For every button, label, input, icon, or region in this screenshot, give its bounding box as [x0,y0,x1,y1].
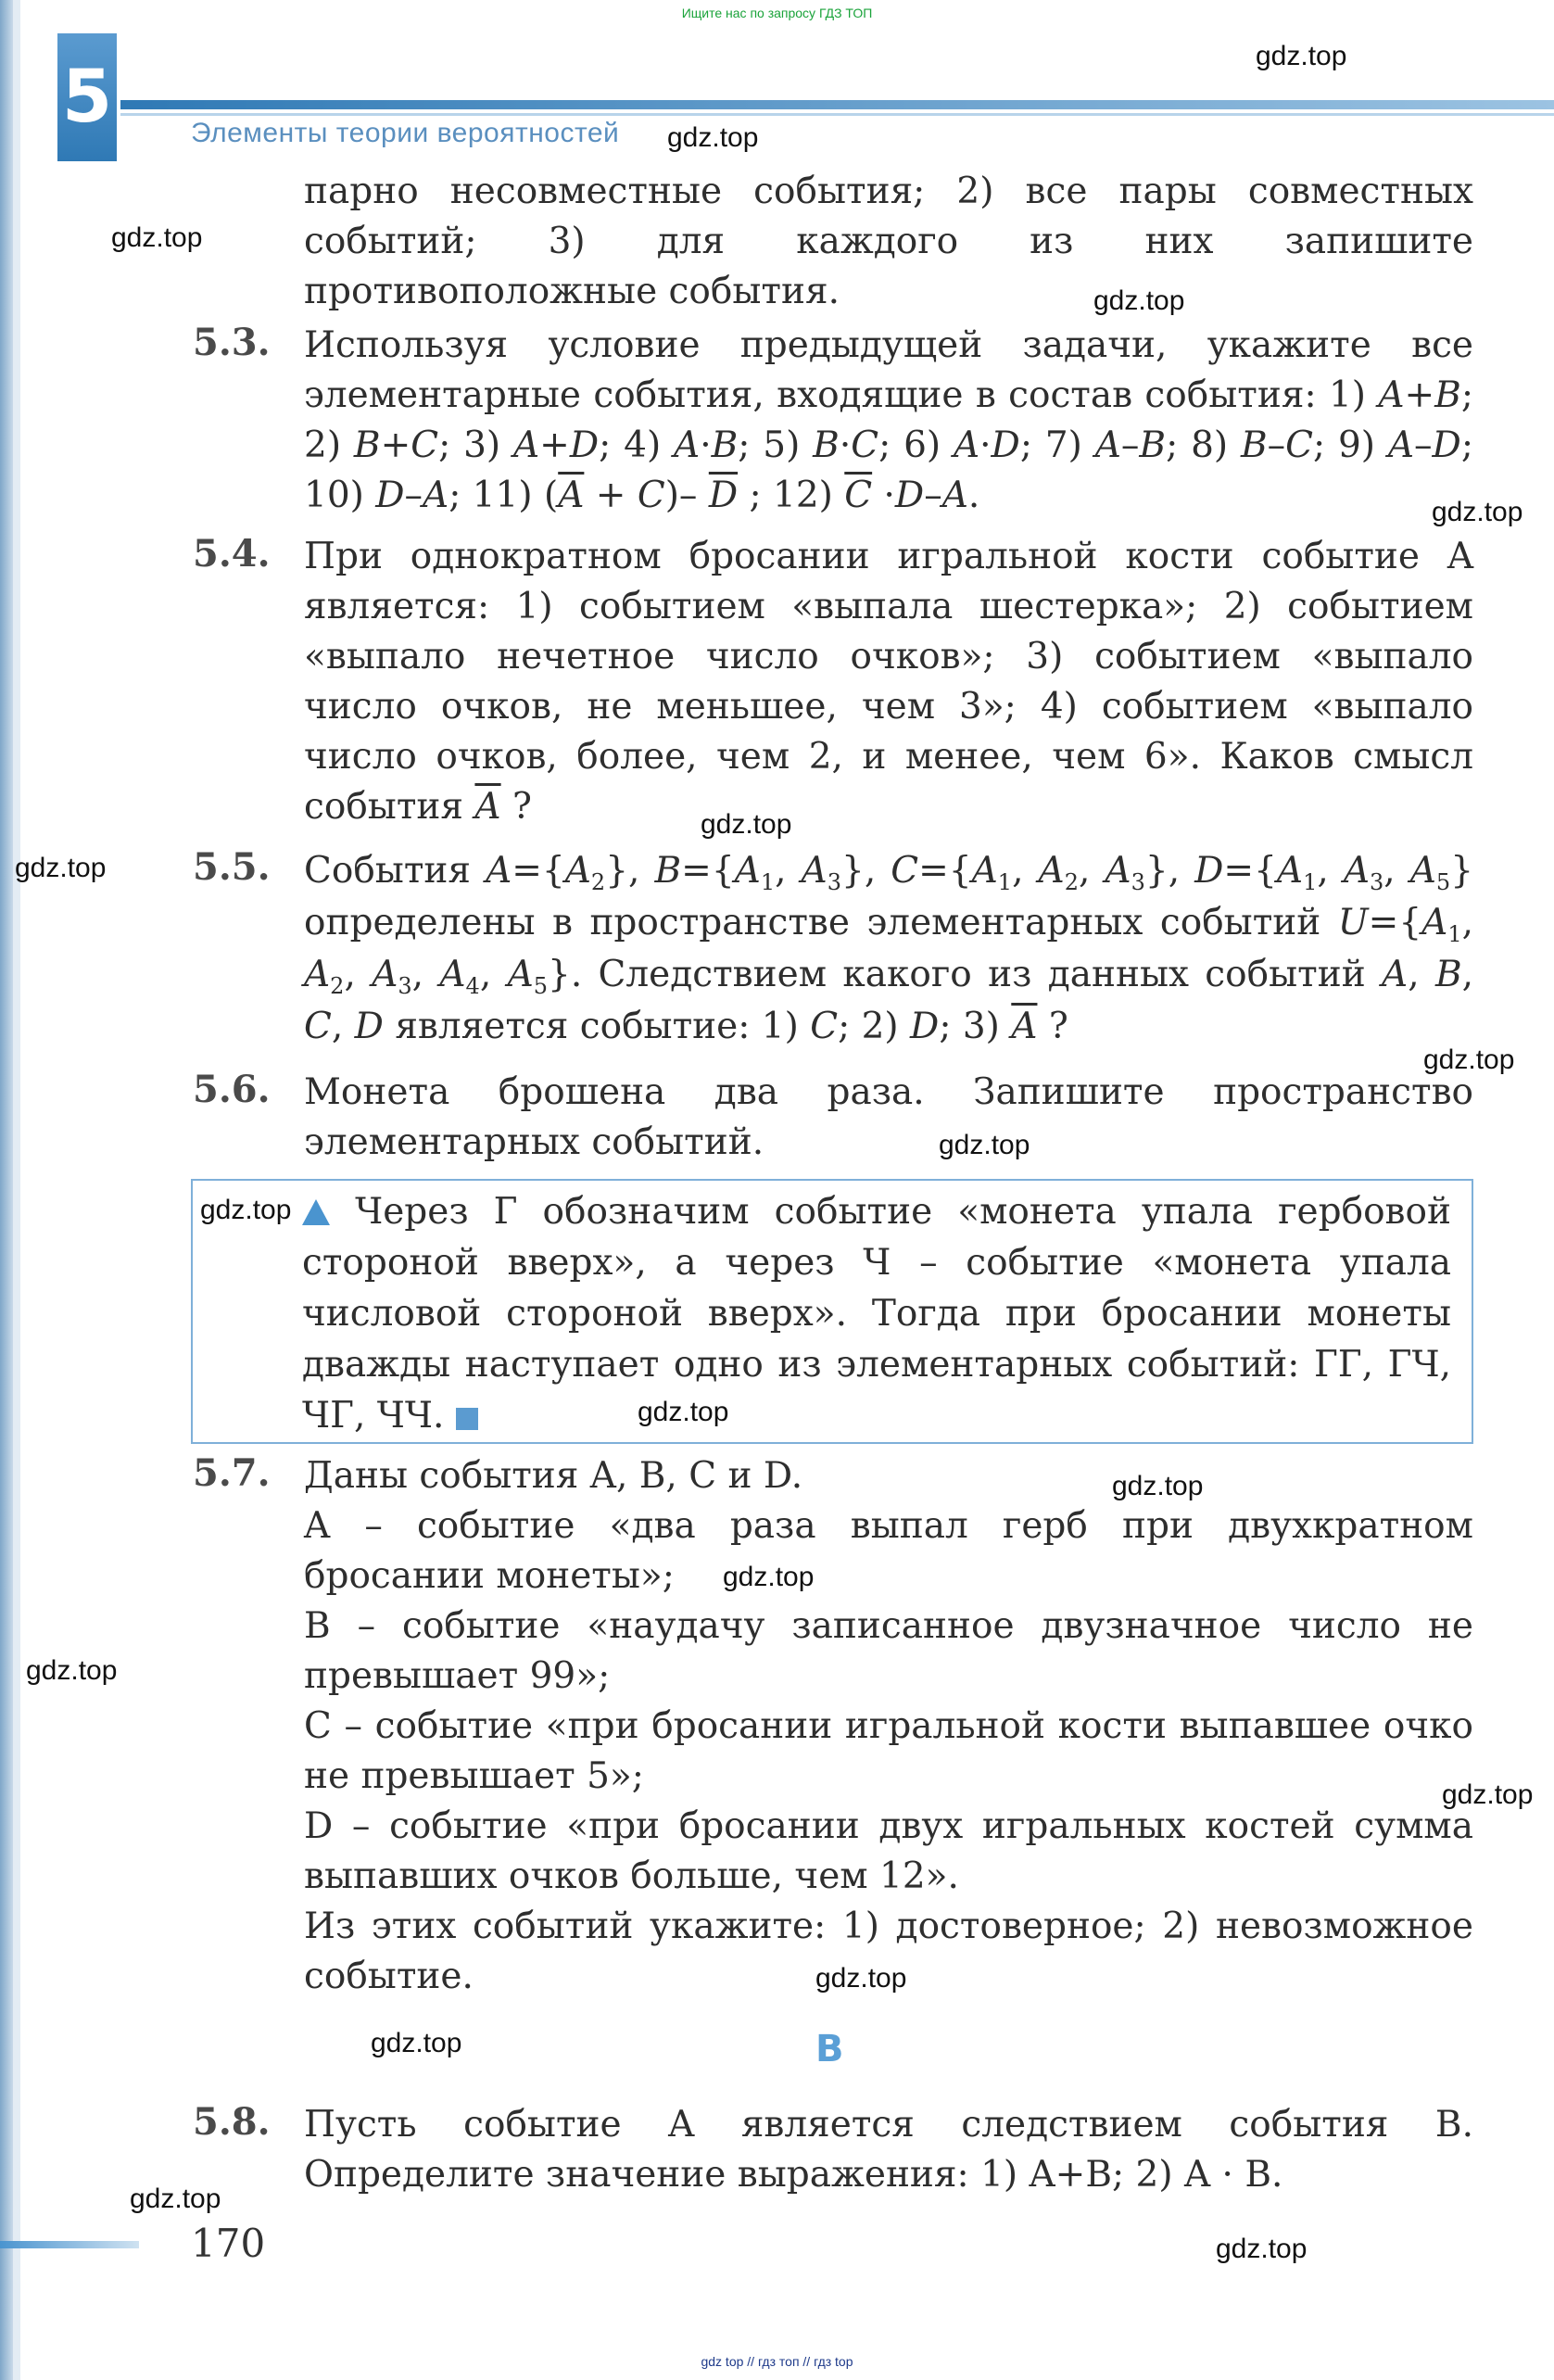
problem-5-4-text: При однократном бросании игральной кости событие A является: 1) событием «выпала шестерка»; 2) событием «выпало нечетное число очков»; 3) событием «выпало число очков, не меньшее, чем 3»; 4) событием «выпало число очков, более, чем 2, и менее, чем 6». Каков смысл события [304,536,1473,828]
problem-number: 5.7. [193,1451,271,1495]
chapter-header-rule-thin [120,113,1554,116]
problem-number: 5.8. [193,2100,271,2144]
watermark: gdz.top [1423,1044,1515,1075]
problem-5-2-continuation: парно несовместные события; 2) все пары совместных событий; 3) для каждого из них запишите противоположные события. [304,171,1473,312]
problem-5-5: События $A=\{A_2\}$, $B=\{A_1$, $A_3$}, $C=\{A_1$, $A_2$, $A_3$}, $D=\{A_1$, $A_3$, $A_5$} определены в пространстве элементарных событий $U=\{A_1$, $A_2$, $A_3$, $A_4$, $A_5$}. Следствием какого из данных событий A, B, C, D является событие: 1) C; 2) D; 3) $\overline{A}$ ? [304,850,1474,1047]
watermark: gdz.top [1216,2234,1308,2264]
watermark: gdz.top [723,1562,815,1592]
watermark: gdz.top [130,2184,221,2214]
triangle-marker-icon [302,1199,330,1225]
watermark: gdz.top [667,122,759,153]
problem-5-7-event-c: C – событие «при бросании игральной кости выпавшее очко не превышает 5»; [304,1705,1473,1797]
watermark: gdz.top [638,1397,729,1427]
problem-5-3-intro: Используя условие предыдущей задачи, укажите все элементарные события, входящие в состав события: [304,324,1473,416]
problem-5-7-question: Из этих событий укажите: 1) достоверное; 2) невозможное событие. [304,1905,1473,1997]
watermark: gdz.top [371,2028,462,2058]
problem-5-7-event-a: A – событие «два раза выпал герб при двухкратном бросании монеты»; [304,1505,1473,1597]
watermark: gdz.top [15,853,107,883]
problem-5-3-items: 1) A+B; 2) B+C; 3) A+D; 4) A·B; 5) B·C; 6) A·D; 7) A–B; 8) B–C; 9) A–D; 10) D–A; 11) $(\overline{A} + C)-$ $\overline{D}$ ; 12) $\overline{C} \cdot D-A$. [304,374,1473,516]
footer-note: gdz top // гдз топ // гдз top [701,2354,853,2369]
watermark: gdz.top [1093,285,1185,316]
problem-5-3 [304,321,1473,521]
problem-5-7-intro: Даны события A, B, C и D. [304,1455,803,1497]
problem-5-8-text: Пусть событие A является следствием события B. Определите значение выражения: 1) A+B; 2) A · B. [304,2104,1473,2196]
solution-5-6 [302,1186,1451,1441]
watermark: gdz.top [26,1655,118,1686]
watermark: gdz.top [1256,41,1347,71]
watermark: gdz.top [1442,1779,1534,1810]
problem-number: 5.5. [193,845,271,889]
watermark: gdz.top [1432,497,1523,527]
problem-5-7 [304,1451,1473,2002]
end-square-icon [456,1408,478,1430]
problem-number: 5.4. [193,532,271,576]
watermark: gdz.top [701,809,792,840]
page-edge-bar [0,0,13,2380]
watermark: gdz.top [939,1130,1030,1160]
page-number-rule [0,2241,139,2248]
chapter-title: Элементы теории вероятностей [191,118,620,148]
page-number: 170 [191,2221,266,2266]
section-letter: B [815,2028,844,2070]
watermark: gdz.top [815,1963,907,1994]
problem-5-4: При однократном бросании игральной кости событие A является: 1) событием «выпала шестерка»; 2) событием «выпало нечетное число очков»; 3) событием «выпало число очков, не меньшее, чем 3»; 4) событием «выпало число очков, более, чем 2, и менее, чем 6». Каков смысл события $\overline{A}$ ? [304,536,1473,828]
problem-number: 5.6. [193,1068,271,1111]
chapter-number-badge: 5 [57,33,117,161]
solution-text: Через Г обозначим событие «монета упала гербовой стороной вверх», а через Ч – событие «монета упала числовой стороной вверх». Тогда при бросании монеты дважды наступает одно из элементарных событий: ГГ, ГЧ, ЧГ, ЧЧ. [302,1191,1451,1437]
watermark: gdz.top [111,222,203,253]
problem-5-6-text: Монета брошена два раза. Запишите пространство элементарных событий. [304,1071,1473,1163]
watermark: gdz.top [1112,1471,1204,1501]
watermark: gdz.top [200,1195,292,1225]
page-edge-bar-inner [13,0,20,2380]
problem-5-7-event-b: B – событие «наудачу записанное двузначное число не превышает 99»; [304,1605,1473,1697]
chapter-header-rule [120,100,1554,109]
problem-5-7-event-d: D – событие «при бросании двух игральных костей сумма выпавших очков больше, чем 12». [304,1805,1473,1897]
problem-number: 5.3. [193,321,271,364]
top-note: Ищите нас по запросу ГДЗ ТОП [681,6,873,20]
